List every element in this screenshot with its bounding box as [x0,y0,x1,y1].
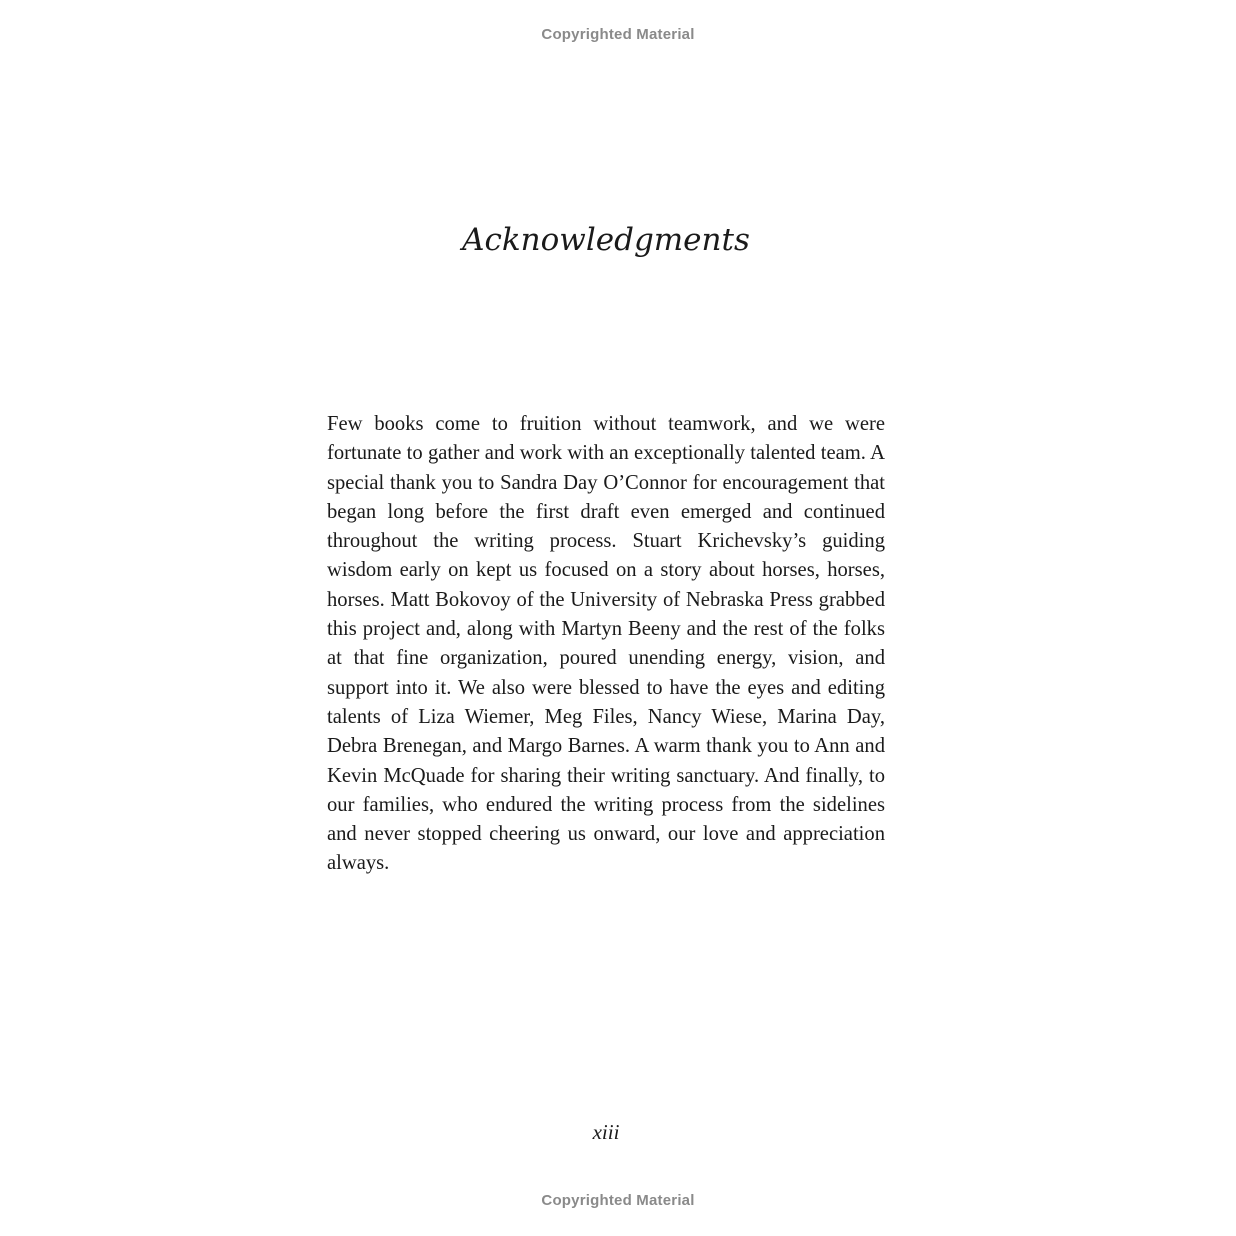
page-number: xiii [592,1120,620,1144]
page-title: Acknowledgments [462,222,750,258]
copyright-watermark-top: Copyrighted Material [541,26,695,43]
copyright-watermark-bottom: Copyrighted Material [541,1192,695,1209]
acknowledgments-paragraph: Few books come to fruition without teamwork, and we were fortunate to gather and work with an exceptionally talented team. A special thank you to Sandra Day O’Connor for encouragement that began long before the first draft even emerged and continued throughout the writing process. Stuart Krichevsky’s guiding wisdom early on kept us focused on a story about horses, horses, horses. Matt Bokovoy of the University of Nebraska Press grabbed this project and, along with Martyn Beeny and the rest of the folks at that fine organization, poured unending energy, vision, and support into it. We also were blessed to have the eyes and editing talents of Liza Wiemer, Meg Files, Nancy Wiese, Marina Day, Debra Brenegan, and Margo Barnes. A warm thank you to Ann and Kevin McQuade for sharing their writing sanctuary. And finally, to our families, who endured the writing process from the sidelines and never stopped cheering us onward, our love and appreciation always. [327,413,885,875]
